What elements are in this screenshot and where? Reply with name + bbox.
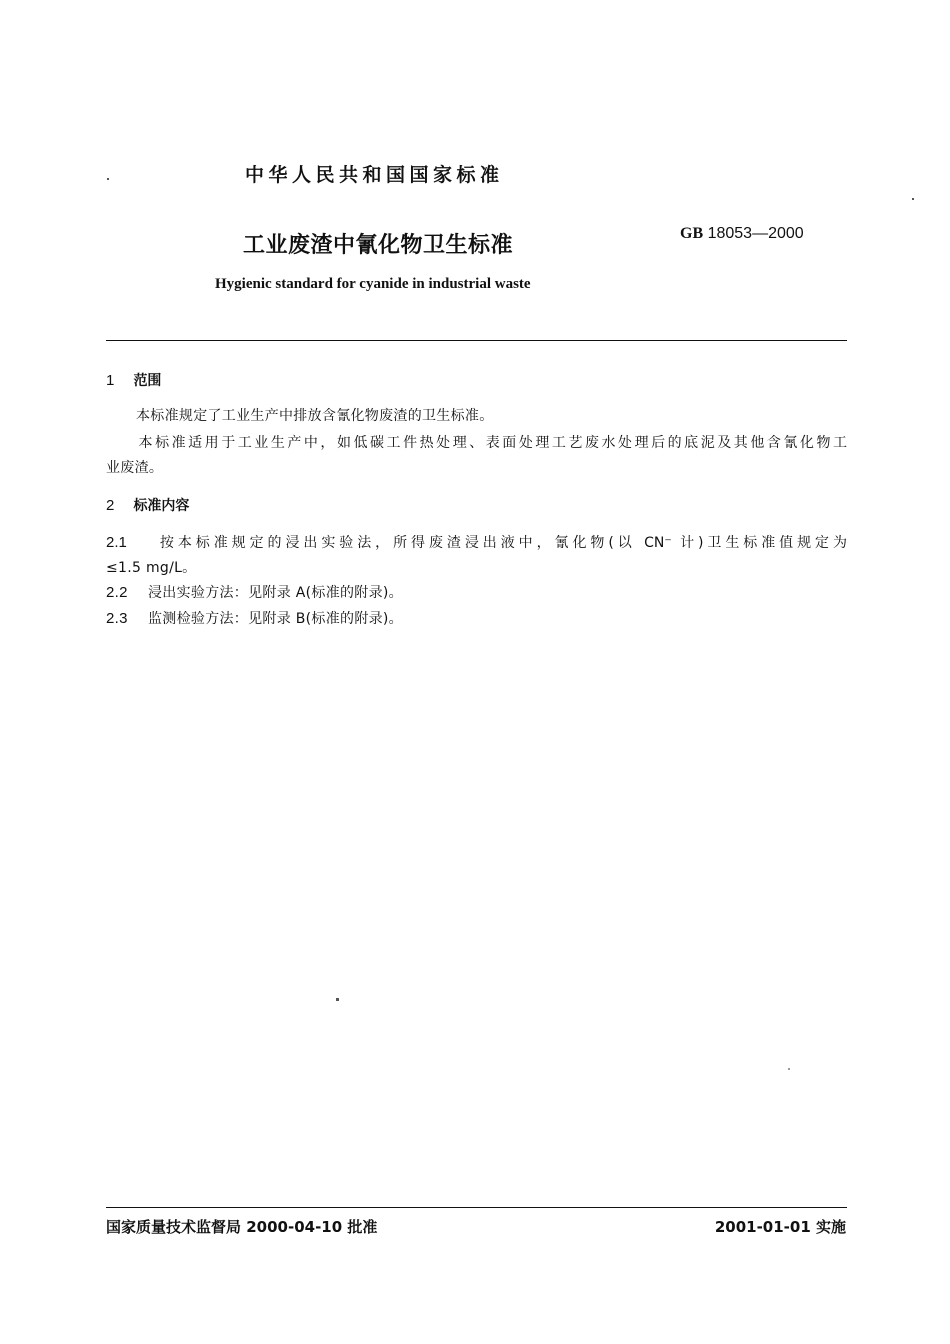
clause-2-3 (106, 608, 403, 628)
document-title-cn: 工业废渣中氰化物卫生标准 (243, 233, 514, 258)
national-standard-heading: 中华人民共和国国家标准 (245, 164, 504, 186)
effective-date-line: 2001-01-01 实施 (714, 1218, 846, 1236)
header-divider (106, 340, 847, 341)
clause-2-1-text: 按本标准规定的浸出实验法，所得废渣浸出液中，氰化物(以 CN⁻ 计)卫生标准值规定为 (156, 535, 847, 551)
standard-code-number: 18053—2000 (707, 225, 804, 242)
footer-divider (106, 1207, 847, 1208)
scan-speck (912, 198, 914, 200)
clause-2-1-number: 2.1 (106, 534, 127, 551)
scan-speck (788, 1068, 790, 1070)
section-1-paragraph-2-line-2: 业废渣。 (106, 460, 164, 476)
clause-2-2-text: 浸出实验方法：见附录 A(标准的附录)。 (148, 585, 403, 601)
section-1-number: 1 (106, 372, 115, 389)
section-1-heading (106, 370, 161, 390)
scan-speck (107, 178, 109, 180)
standard-code (680, 225, 804, 243)
standard-code-prefix: GB (680, 225, 704, 242)
clause-2-3-number: 2.3 (106, 610, 128, 627)
clause-2-3-text: 监测检验方法：见附录 B(标准的附录)。 (148, 611, 403, 627)
scan-speck (336, 998, 339, 1001)
section-1-title: 范围 (133, 373, 162, 389)
clause-2-2-number: 2.2 (106, 584, 128, 601)
section-2-number: 2 (106, 497, 115, 514)
clause-2-1-line-1 (106, 532, 847, 552)
section-2-title: 标准内容 (133, 498, 190, 514)
document-title-en: Hygienic standard for cyanide in industrial waste (215, 276, 531, 292)
section-1-paragraph-1: 本标准规定了工业生产中排放含氰化物废渣的卫生标准。 (136, 408, 494, 424)
section-1-paragraph-2-text: 本标准适用于工业生产中，如低碳工件热处理、表面处理工艺废水处理后的底泥及其他含氰化物工 (136, 435, 847, 451)
approval-line: 国家质量技术监督局 2000-04-10 批准 (106, 1218, 378, 1236)
section-2-heading (106, 495, 189, 515)
clause-2-2 (106, 582, 403, 602)
clause-2-1-line-2: ≤1.5 mg/L。 (106, 560, 197, 576)
section-1-paragraph-2-line-1 (106, 432, 847, 452)
